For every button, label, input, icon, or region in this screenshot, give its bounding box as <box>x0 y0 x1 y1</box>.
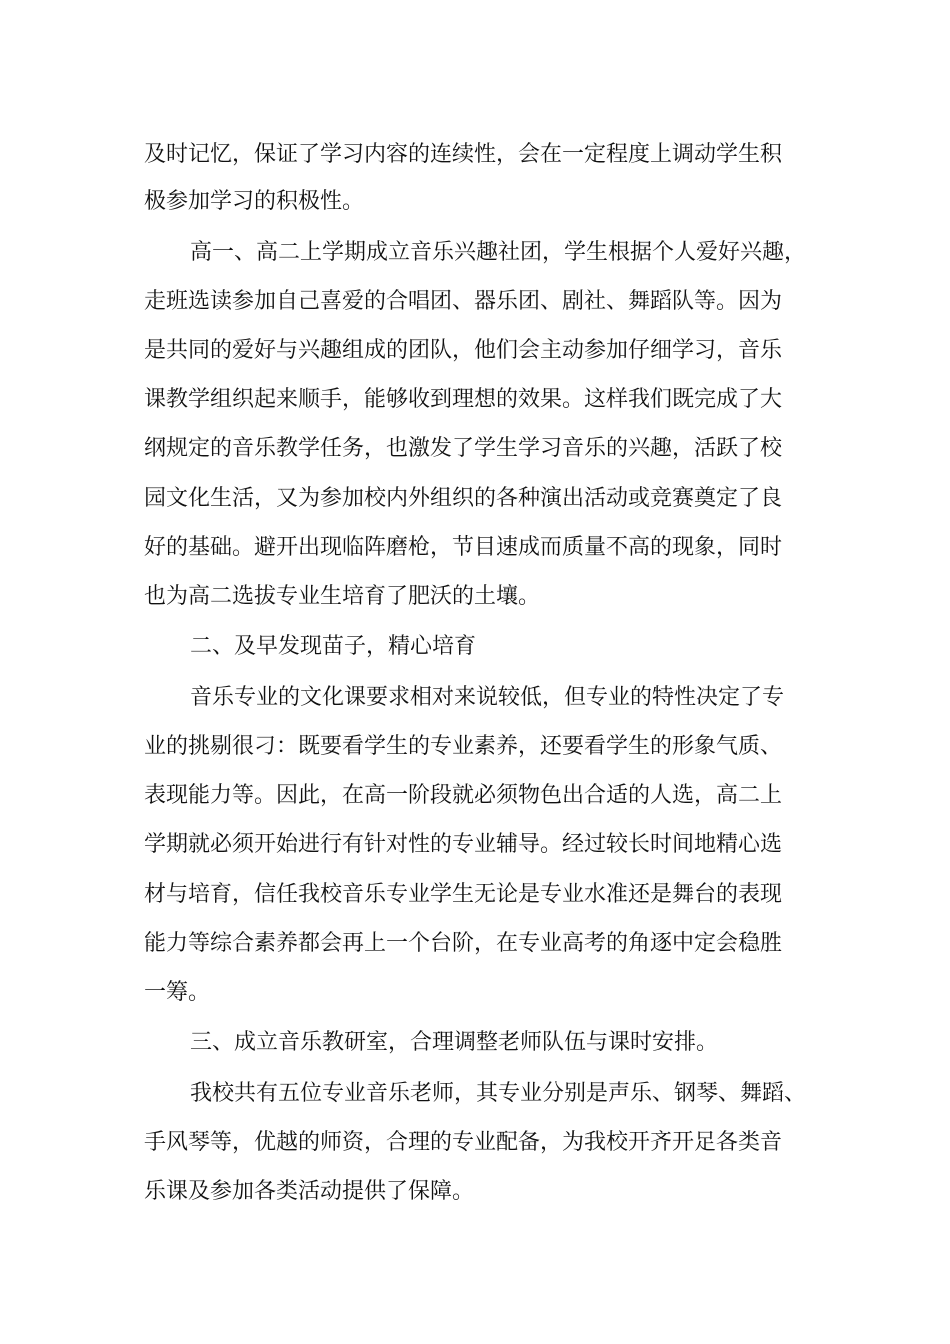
text-line: 课教学组织起来顺手，能够收到理想的效果。这样我们既完成了大 <box>144 387 783 412</box>
text-line: 纲规定的音乐教学任务，也激发了学生学习音乐的兴趣，活跃了校 <box>144 436 783 461</box>
paragraph-first-line: 我校共有五位专业音乐老师，其专业分别是声乐、钢琴、舞蹈、 <box>190 1081 807 1106</box>
paragraph-first-line: 音乐专业的文化课要求相对来说较低，但专业的特性决定了专 <box>190 685 785 710</box>
text-line: 是共同的爱好与兴趣组成的团队，他们会主动参加仔细学习，音乐 <box>144 338 783 363</box>
text-line: 园文化生活，又为参加校内外组织的各种演出活动或竞赛奠定了良 <box>144 486 783 511</box>
text-line: 一筹。 <box>144 980 211 1005</box>
text-line: 材与培育，信任我校音乐专业学生无论是专业水准还是舞台的表现 <box>144 882 783 907</box>
text-line: 也为高二选拔专业生培育了肥沃的土壤。 <box>144 584 541 609</box>
section-heading: 二、及早发现苗子，精心培育 <box>190 634 477 659</box>
text-line: 手风琴等，优越的师资，合理的专业配备，为我校开齐开足各类音 <box>144 1130 783 1155</box>
text-line: 表现能力等。因此，在高一阶段就必须物色出合适的人选，高二上 <box>144 783 783 808</box>
text-line: 好的基础。避开出现临阵磨枪，节目速成而质量不高的现象，同时 <box>144 535 783 560</box>
text-line: 极参加学习的积极性。 <box>144 189 365 214</box>
text-line: 学期就必须开始进行有针对性的专业辅导。经过较长时间地精心选 <box>144 832 783 857</box>
paragraph-first-line: 高一、高二上学期成立音乐兴趣社团，学生根据个人爱好兴趣， <box>190 240 807 265</box>
text-line: 业的挑剔很刁：既要看学生的专业素养，还要看学生的形象气质、 <box>144 734 783 759</box>
section-heading: 三、成立音乐教研室，合理调整老师队伍与课时安排。 <box>190 1030 719 1055</box>
text-line: 走班选读参加自己喜爱的合唱团、器乐团、剧社、舞蹈队等。因为 <box>144 289 783 314</box>
text-line: 能力等综合素养都会再上一个台阶，在专业高考的角逐中定会稳胜 <box>144 931 783 956</box>
text-line: 及时记忆，保证了学习内容的连续性，会在一定程度上调动学生积 <box>144 142 783 167</box>
text-line: 乐课及参加各类活动提供了保障。 <box>144 1179 475 1204</box>
